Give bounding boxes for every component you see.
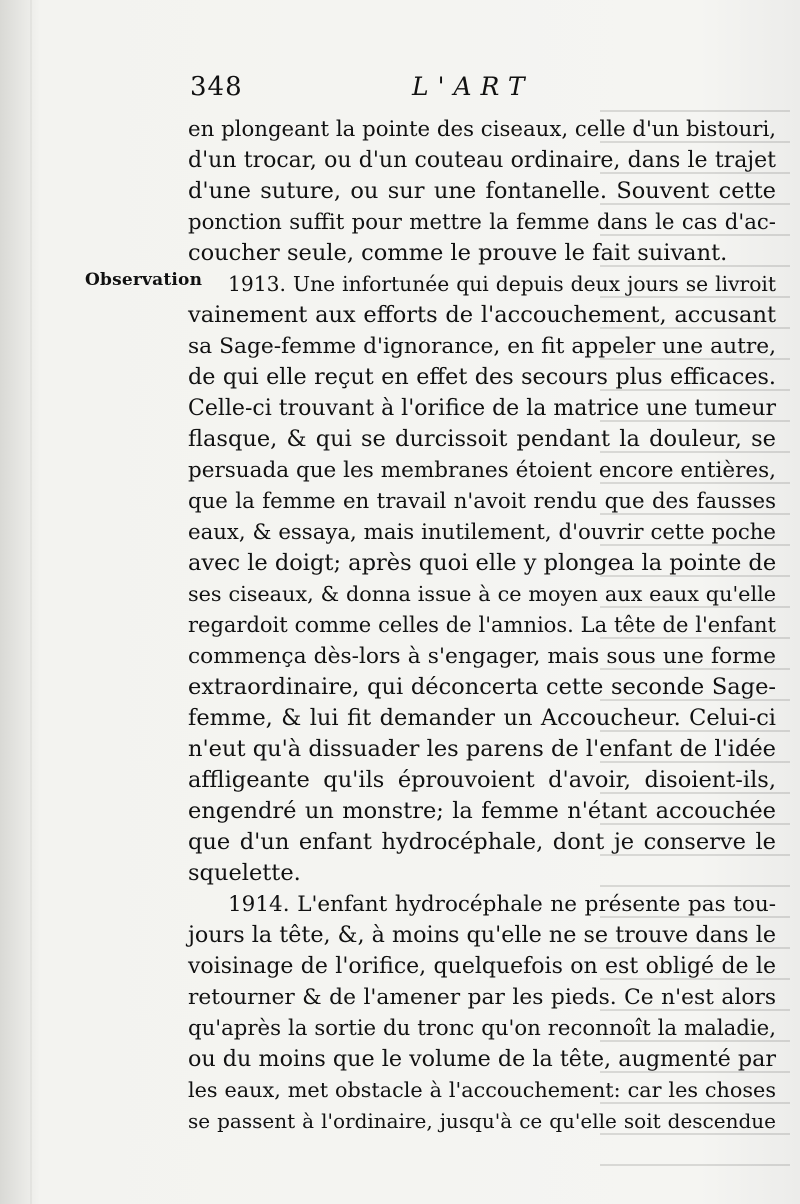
text-line: d'un trocar, ou d'un couteau ordinaire, dans le trajet [188,148,776,173]
text-line: de qui elle reçut en effet des secours plus efficaces. [188,364,776,390]
page-number: 348 [190,72,243,102]
page-gutter-shadow [30,0,32,1204]
text-line: femme, & lui fit demander un Accoucheur. Celui-ci [188,705,776,731]
text-line: que d'un enfant hydrocéphale, dont je conserve le [188,829,776,855]
text-line: en plongeant la pointe des ciseaux, celle d'un bistouri, [188,117,776,142]
text-line: squelette. [188,860,301,886]
text-line: ou du moins que le volume de la tête, augmenté par [188,1046,776,1072]
text-line: flasque, & qui se durcissoit pendant la douleur, se [188,426,776,452]
text-line: d'une suture, ou sur une fontanelle. Souvent cette [188,178,776,204]
text-line: sa Sage-femme d'ignorance, en fit appeler une autre, [188,334,776,359]
body-text [188,114,776,1137]
text-line: Celle-ci trouvant à l'orifice de la matrice une tumeur [188,396,776,421]
margin-note-observation: Observation [85,270,203,290]
text-line: ses ciseaux, & donna issue à ce moyen aux eaux qu'elle [188,582,776,606]
text-line: vainement aux efforts de l'accouchement, accusant [188,302,776,328]
text-line: jours la tête, &, à moins qu'elle ne se trouve dans le [188,922,776,948]
page-header [190,72,740,108]
text-line: ponction suffit pour mettre la femme dans le cas d'ac- [188,210,776,235]
text-line: persuada que les membranes étoient encore entières, [188,458,776,483]
text-line: extraordinaire, qui déconcerta cette seconde Sage- [188,674,776,700]
text-line: coucher seule, comme le prouve le fait suivant. [188,240,728,266]
running-head: L'ART [412,72,534,101]
text-line: eaux, & essaya, mais inutilement, d'ouvrir cette poche [188,520,776,545]
text-line: voisinage de l'orifice, quelquefois on est obligé de le [188,954,776,979]
text-line: commença dès-lors à s'engager, mais sous une forme [188,644,776,669]
text-line: que la femme en travail n'avoit rendu que des fausses [188,489,776,514]
text-line: avec le doigt; après quoi elle y plongea la pointe de [188,550,777,576]
text-line: 1913. Une infortunée qui depuis deux jours se livroit [228,272,776,296]
text-line: regardoit comme celles de l'amnios. La tête de l'enfant [188,613,776,637]
text-line: retourner & de l'amener par les pieds. Ce n'est alors [188,985,776,1010]
text-line: engendré un monstre; la femme n'étant accouchée [188,798,776,824]
text-line: se passent à l'ordinaire, jusqu'à ce qu'elle soit descendue [188,1109,776,1133]
text-line: affligeante qu'ils éprouvoient d'avoir, disoient-ils, [188,767,776,793]
text-line: n'eut qu'à dissuader les parens de l'enfant de l'idée [188,736,776,762]
text-line: 1914. L'enfant hydrocéphale ne présente pas tou- [228,892,776,917]
text-line: qu'après la sortie du tronc qu'on reconnoît la maladie, [188,1016,776,1041]
text-line: les eaux, met obstacle à l'accouchement: car les choses [188,1078,776,1102]
